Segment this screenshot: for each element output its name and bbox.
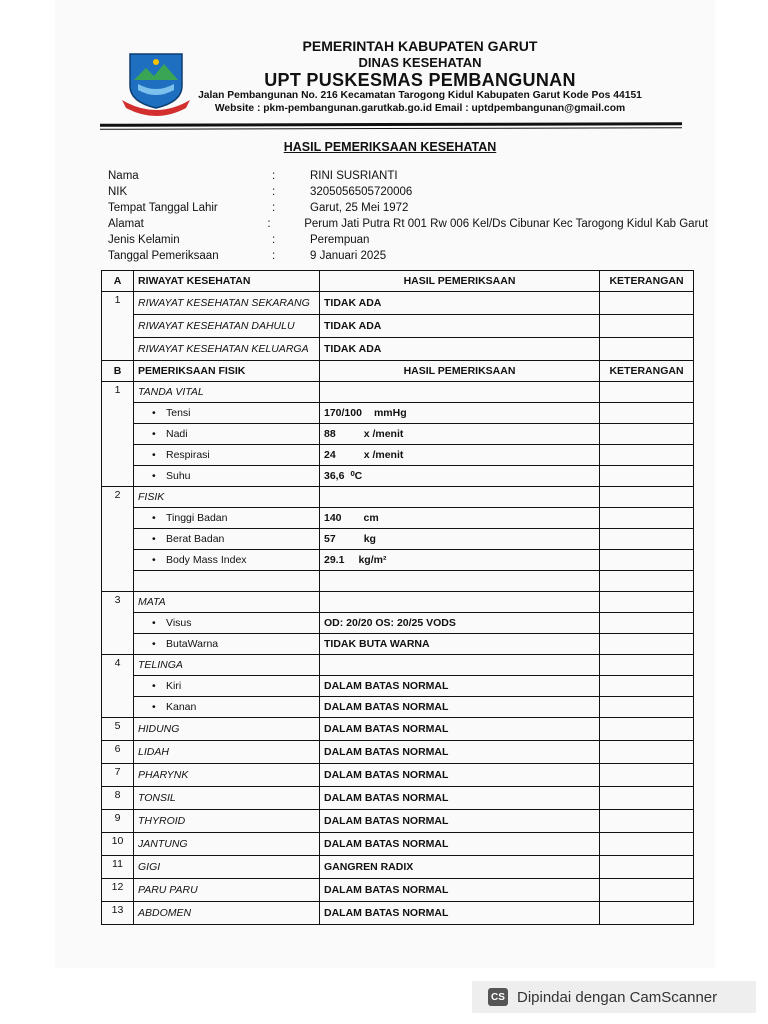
bullet-icon: • — [152, 554, 156, 566]
row-result — [320, 529, 600, 550]
row-label: RIWAYAT KESEHATAN SEKARANG — [134, 292, 320, 315]
item-label: Kanan — [166, 701, 197, 713]
patient-label: Tanggal Pemeriksaan — [108, 250, 219, 262]
row-result — [320, 382, 600, 403]
row-number: 4 — [102, 655, 134, 718]
row-note — [600, 424, 694, 445]
row-note — [600, 634, 694, 655]
patient-row — [108, 200, 708, 216]
row-note — [600, 550, 694, 571]
patient-exam-date: 9 Januari 2025 — [310, 250, 387, 262]
row-result: TIDAK ADA — [320, 315, 600, 338]
patient-nik: 3205056505720006 — [310, 186, 413, 198]
table-row — [102, 833, 694, 856]
table-row — [102, 613, 694, 634]
table-row — [102, 741, 694, 764]
row-result: DALAM BATAS NORMAL — [320, 764, 600, 787]
item-value: 24 — [324, 449, 336, 461]
row-number: 12 — [102, 879, 134, 902]
item-unit: x /menit — [363, 428, 404, 440]
row-label: RIWAYAT KESEHATAN KELUARGA — [134, 338, 320, 361]
row-note — [600, 613, 694, 634]
letterhead-contact: Website : pkm-pembangunan.garutkab.go.id Email : uptdpembangunan@gmail.com — [214, 103, 626, 114]
section-letter: B — [102, 361, 134, 382]
group-row — [102, 655, 694, 676]
row-result: DALAM BATAS NORMAL — [320, 787, 600, 810]
camscanner-icon: CS — [488, 988, 508, 1006]
item-unit: kg — [363, 533, 376, 545]
row-result — [320, 550, 600, 571]
row-note — [600, 810, 694, 833]
row-label: HIDUNG — [134, 718, 320, 741]
row-result: DALAM BATAS NORMAL — [320, 810, 600, 833]
item-label: ButaWarna — [166, 638, 219, 650]
results-table — [101, 270, 693, 919]
item-value: 29.1 — [324, 554, 345, 566]
row-number: 3 — [102, 592, 134, 655]
result-header: HASIL PEMERIKSAAN — [320, 361, 600, 382]
row-label — [134, 424, 320, 445]
bullet-icon: • — [152, 470, 156, 482]
item-label: Kiri — [166, 680, 182, 692]
row-note — [600, 466, 694, 487]
item-label: Nadi — [166, 428, 188, 440]
table-row — [102, 879, 694, 902]
row-result: TIDAK ADA — [320, 338, 600, 361]
bullet-icon: • — [152, 617, 156, 629]
row-result: DALAM BATAS NORMAL — [320, 697, 600, 718]
table-row — [102, 445, 694, 466]
row-label — [134, 466, 320, 487]
row-result — [320, 655, 600, 676]
row-note — [600, 592, 694, 613]
row-number: 7 — [102, 764, 134, 787]
patient-label: Jenis Kelamin — [108, 234, 180, 246]
row-note — [600, 508, 694, 529]
item-label: Body Mass Index — [166, 554, 247, 566]
patient-row — [108, 232, 708, 248]
row-number: 13 — [102, 902, 134, 925]
item-label: Visus — [166, 617, 192, 629]
table-row — [102, 403, 694, 424]
letterhead-address: Jalan Pembangunan No. 216 Kecamatan Tarogong Kidul Kabupaten Garut Kode Pos 44151 — [198, 90, 642, 101]
table-row — [102, 529, 694, 550]
item-label: Tinggi Badan — [166, 512, 228, 524]
patient-birth: Garut, 25 Mei 1972 — [310, 202, 409, 214]
note-header: KETERANGAN — [600, 361, 694, 382]
group-row — [102, 592, 694, 613]
row-result: OD: 20/20 OS: 20/25 VODS — [320, 613, 600, 634]
row-result — [320, 508, 600, 529]
bullet-icon: • — [152, 512, 156, 524]
row-result: TIDAK ADA — [320, 292, 600, 315]
item-label: Suhu — [166, 470, 191, 482]
row-number: 9 — [102, 810, 134, 833]
row-note — [600, 676, 694, 697]
row-note — [600, 764, 694, 787]
table-row — [102, 787, 694, 810]
row-label: GIGI — [134, 856, 320, 879]
patient-label: Alamat — [108, 218, 144, 230]
table-row — [102, 697, 694, 718]
table-row — [102, 718, 694, 741]
row-result — [320, 445, 600, 466]
row-note — [600, 403, 694, 424]
row-result: DALAM BATAS NORMAL — [320, 718, 600, 741]
row-note — [600, 382, 694, 403]
row-result — [320, 487, 600, 508]
row-result: DALAM BATAS NORMAL — [320, 902, 600, 925]
patient-label: NIK — [108, 186, 128, 198]
bullet-icon: • — [152, 428, 156, 440]
row-note — [600, 718, 694, 741]
item-value: 36,6 — [324, 470, 345, 482]
row-note — [600, 315, 694, 338]
row-label — [134, 529, 320, 550]
row-label: THYROID — [134, 810, 320, 833]
row-result — [320, 571, 600, 592]
row-note — [600, 655, 694, 676]
note-header: KETERANGAN — [600, 271, 694, 292]
section-title: RIWAYAT KESEHATAN — [134, 271, 320, 292]
document-title: HASIL PEMERIKSAAN KESEHATAN — [283, 140, 497, 154]
patient-row — [108, 216, 708, 232]
section-letter: A — [102, 271, 134, 292]
table-row — [102, 338, 694, 361]
row-note — [600, 856, 694, 879]
camscanner-text: Dipindai dengan CamScanner — [517, 988, 718, 1006]
patient-info — [108, 168, 708, 264]
row-note — [600, 697, 694, 718]
row-label: ABDOMEN — [134, 902, 320, 925]
table-row — [102, 676, 694, 697]
row-number: 11 — [102, 856, 134, 879]
result-header: HASIL PEMERIKSAAN — [320, 271, 600, 292]
patient-colon: : — [272, 250, 276, 262]
row-label — [134, 508, 320, 529]
patient-row — [108, 168, 708, 184]
bullet-icon: • — [152, 638, 156, 650]
row-number: 2 — [102, 487, 134, 592]
table-row — [102, 292, 694, 315]
patient-colon: : — [272, 202, 276, 214]
row-note — [600, 571, 694, 592]
patient-row — [108, 184, 708, 200]
item-value: 140 — [324, 512, 342, 524]
garut-logo-icon — [120, 50, 192, 116]
item-unit: x /menit — [363, 449, 404, 461]
table-row — [102, 764, 694, 787]
patient-address: Perum Jati Putra Rt 001 Rw 006 Kel/Ds Cibunar Kec Tarogong Kidul Kab Garut — [304, 218, 708, 230]
item-label: Berat Badan — [166, 533, 225, 545]
item-unit: ⁰C — [350, 470, 363, 482]
letterhead-government: PEMERINTAH KABUPATEN GARUT — [302, 38, 538, 54]
row-note — [600, 292, 694, 315]
item-unit: mmHg — [373, 407, 407, 419]
patient-row — [108, 248, 708, 264]
row-label: RIWAYAT KESEHATAN DAHULU — [134, 315, 320, 338]
row-label — [134, 634, 320, 655]
row-note — [600, 338, 694, 361]
group-title: TANDA VITAL — [134, 382, 320, 403]
patient-colon: : — [267, 218, 271, 230]
bullet-icon: • — [152, 701, 156, 713]
item-value: 170/100 — [324, 407, 362, 419]
item-unit: kg/m² — [358, 554, 387, 566]
letterhead-department: DINAS KESEHATAN — [358, 55, 482, 70]
table-row — [102, 466, 694, 487]
row-label: LIDAH — [134, 741, 320, 764]
table-row — [102, 571, 694, 592]
row-result: DALAM BATAS NORMAL — [320, 833, 600, 856]
row-number: 5 — [102, 718, 134, 741]
row-label: PARU PARU — [134, 879, 320, 902]
table-row — [102, 856, 694, 879]
row-result — [320, 424, 600, 445]
group-title: TELINGA — [134, 655, 320, 676]
table-row — [102, 508, 694, 529]
row-note — [600, 529, 694, 550]
row-note — [600, 487, 694, 508]
row-number: 1 — [102, 292, 134, 361]
patient-label: Nama — [108, 170, 139, 182]
row-result: DALAM BATAS NORMAL — [320, 676, 600, 697]
row-note — [600, 879, 694, 902]
bullet-icon: • — [152, 449, 156, 461]
item-label: Respirasi — [166, 449, 210, 461]
row-label — [134, 550, 320, 571]
row-number: 8 — [102, 787, 134, 810]
group-row — [102, 382, 694, 403]
camscanner-watermark — [472, 981, 756, 1013]
row-result — [320, 592, 600, 613]
row-result — [320, 403, 600, 424]
section-header — [102, 271, 694, 292]
group-title: MATA — [134, 592, 320, 613]
row-label: JANTUNG — [134, 833, 320, 856]
table-row — [102, 810, 694, 833]
bullet-icon: • — [152, 680, 156, 692]
row-number: 6 — [102, 741, 134, 764]
item-label: Tensi — [166, 407, 191, 419]
row-result — [320, 466, 600, 487]
letterhead-clinic-name: UPT PUSKESMAS PEMBANGUNAN — [264, 70, 576, 90]
group-title: FISIK — [134, 487, 320, 508]
patient-colon: : — [272, 170, 276, 182]
item-unit: cm — [363, 512, 379, 524]
row-label — [134, 403, 320, 424]
table-row — [102, 902, 694, 925]
row-label: PHARYNK — [134, 764, 320, 787]
row-result: GANGREN RADIX — [320, 856, 600, 879]
row-label: TONSIL — [134, 787, 320, 810]
item-value: 57 — [324, 533, 336, 545]
bullet-icon: • — [152, 533, 156, 545]
row-label — [134, 445, 320, 466]
row-number: 10 — [102, 833, 134, 856]
row-note — [600, 741, 694, 764]
section-title: PEMERIKSAAN FISIK — [134, 361, 320, 382]
table-row — [102, 550, 694, 571]
row-result: DALAM BATAS NORMAL — [320, 879, 600, 902]
row-note — [600, 787, 694, 810]
patient-colon: : — [272, 186, 276, 198]
row-label — [134, 571, 320, 592]
row-note — [600, 833, 694, 856]
row-result: DALAM BATAS NORMAL — [320, 741, 600, 764]
row-result: TIDAK BUTA WARNA — [320, 634, 600, 655]
patient-label: Tempat Tanggal Lahir — [108, 202, 218, 214]
patient-name: RINI SUSRIANTI — [310, 170, 398, 182]
section-header — [102, 361, 694, 382]
patient-gender: Perempuan — [310, 234, 370, 246]
row-label — [134, 676, 320, 697]
row-label — [134, 697, 320, 718]
table-row — [102, 315, 694, 338]
row-label — [134, 613, 320, 634]
table-row — [102, 634, 694, 655]
item-value: 88 — [324, 428, 336, 440]
table-row — [102, 424, 694, 445]
row-number: 1 — [102, 382, 134, 487]
patient-colon: : — [272, 234, 276, 246]
row-note — [600, 445, 694, 466]
row-note — [600, 902, 694, 925]
bullet-icon: • — [152, 407, 156, 419]
group-row — [102, 487, 694, 508]
